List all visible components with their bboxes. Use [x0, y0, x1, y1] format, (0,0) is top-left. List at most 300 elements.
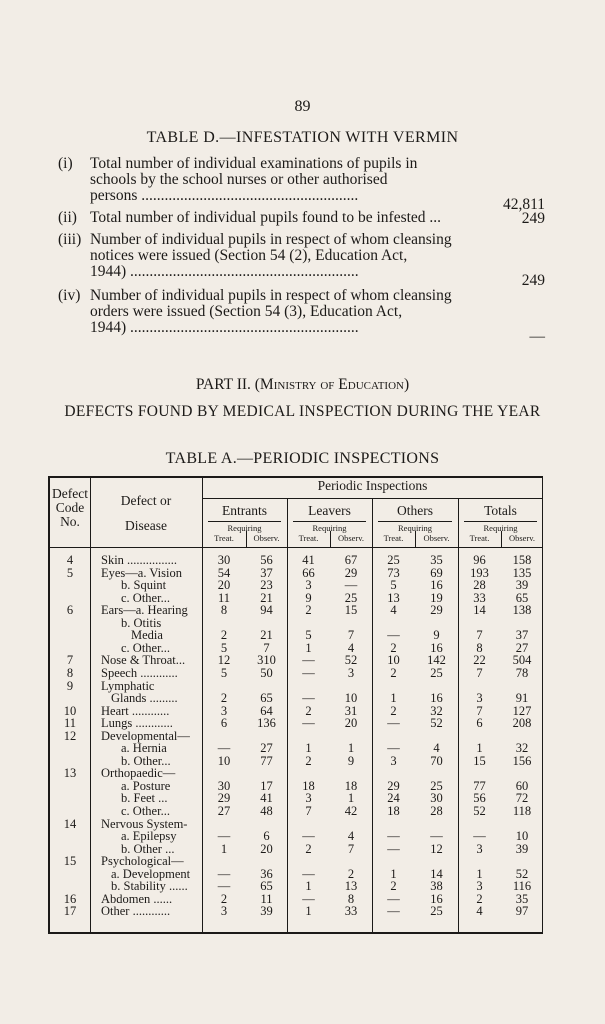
part-heading-text: PART II. (Ministry of Education) — [195, 376, 410, 393]
row-defect: b. Feet ... — [121, 791, 168, 806]
table-d-item — [58, 232, 478, 280]
row-value: 10 — [344, 691, 358, 706]
item-text — [90, 232, 470, 280]
row-value: 6 — [220, 716, 228, 731]
row-value: 14 — [430, 866, 443, 881]
item-text-line: notices were issued (Section 54 (2), Education Act, — [90, 248, 408, 264]
row-value: — — [387, 904, 400, 919]
row-value: — — [302, 665, 315, 680]
item-text-line: Total number of individual pupils found to be infested ... — [90, 210, 442, 226]
requiring-rule — [378, 521, 452, 522]
row-defect: Developmental— — [101, 728, 190, 743]
row-value: 5 — [390, 578, 397, 593]
row-value: 38 — [430, 879, 443, 894]
row-value: 30 — [217, 778, 231, 793]
row-value: 2 — [390, 640, 397, 655]
row-value: 116 — [512, 879, 532, 894]
observ-label: Observ. — [253, 533, 280, 543]
item-number: (iii) — [58, 231, 82, 248]
row-value: 3 — [476, 879, 483, 894]
item-value: 42,811 — [502, 196, 545, 213]
item-text — [90, 288, 470, 336]
row-value: 5 — [220, 665, 228, 680]
table-row — [50, 880, 543, 893]
row-value: 50 — [260, 665, 273, 680]
item-number: (iv) — [58, 287, 81, 304]
row-value: 138 — [512, 603, 532, 618]
row-value: 16 — [430, 640, 443, 655]
row-value: 52 — [473, 804, 486, 818]
table-row — [50, 905, 543, 918]
table-row — [50, 579, 543, 592]
requiring-rule — [293, 521, 366, 522]
row-value: 52 — [344, 653, 358, 668]
row-value: — — [302, 716, 315, 731]
row-value: 48 — [260, 804, 273, 818]
row-code: 11 — [63, 716, 77, 731]
row-defect: b. Other... — [121, 753, 171, 768]
code-header-line: Code — [55, 500, 85, 515]
row-value: — — [344, 578, 358, 593]
table-row — [50, 604, 543, 617]
row-value: 7 — [263, 640, 270, 655]
row-value: 135 — [512, 565, 532, 580]
row-value: 32 — [515, 741, 529, 756]
row-value: 2 — [220, 628, 228, 643]
row-value: 127 — [512, 703, 532, 718]
row-value: 15 — [473, 753, 486, 768]
row-value: — — [217, 866, 231, 881]
row-value: 2 — [220, 691, 228, 706]
row-code: 5 — [66, 565, 74, 580]
row-value: 25 — [430, 665, 443, 680]
periodic-inspections-table — [48, 476, 543, 934]
row-value: 29 — [387, 778, 400, 793]
row-value: 56 — [260, 553, 273, 567]
row-value: 19 — [430, 590, 443, 605]
row-value: 18 — [344, 778, 358, 793]
row-value: 41 — [302, 553, 315, 567]
row-value: 24 — [387, 791, 400, 806]
row-value: 2 — [305, 703, 312, 718]
item-text-line: Number of individual pupils in respect of whom cleansing — [90, 232, 452, 248]
row-value: 2 — [390, 879, 397, 894]
row-value: 11 — [217, 590, 231, 605]
row-defect: a. Epilepsy — [121, 829, 177, 844]
row-value: — — [430, 829, 443, 844]
row-defect: b. Squint — [121, 578, 167, 593]
row-value: 37 — [260, 565, 273, 580]
item-number: (i) — [58, 155, 73, 172]
row-defect: Glands ......... — [111, 691, 178, 706]
row-value: 91 — [515, 691, 529, 706]
row-value: 14 — [473, 603, 486, 618]
row-value: 32 — [430, 703, 443, 718]
row-value: 42 — [344, 804, 358, 818]
row-code: 9 — [66, 678, 74, 693]
row-code: 14 — [63, 816, 77, 831]
row-value: 29 — [217, 791, 231, 806]
row-value: 69 — [430, 565, 443, 580]
row-defect: Speech ............ — [101, 665, 178, 680]
row-value: 7 — [476, 703, 483, 718]
row-value: 25 — [430, 778, 443, 793]
row-value: 30 — [430, 791, 443, 806]
defect-header-line: Disease — [125, 518, 167, 533]
defect-header — [90, 488, 202, 538]
code-header — [50, 487, 90, 529]
row-value: 52 — [515, 866, 529, 881]
row-value: 5 — [220, 640, 228, 655]
item-text-line: 1944) ........................................................... — [90, 264, 359, 280]
row-value: 1 — [305, 904, 312, 919]
row-value: 54 — [217, 565, 231, 580]
row-value: 6 — [476, 716, 483, 731]
row-code: 6 — [66, 603, 74, 618]
row-value: 78 — [515, 665, 529, 680]
row-value: 35 — [515, 891, 529, 906]
row-value: 3 — [305, 791, 312, 806]
row-value: 156 — [512, 753, 532, 768]
table-d-title: TABLE D.—INFESTATION WITH VERMIN — [146, 129, 459, 146]
row-code: 4 — [66, 553, 74, 567]
row-value: 22 — [473, 653, 486, 668]
row-value: 136 — [257, 716, 276, 731]
row-value: 4 — [476, 904, 483, 919]
row-value: 36 — [260, 866, 273, 881]
table-d-item — [58, 288, 478, 336]
row-value: 21 — [260, 628, 273, 643]
row-value: 29 — [344, 565, 358, 580]
row-defect: Eyes—a. Vision — [101, 565, 182, 580]
treat-label: Treat. — [214, 533, 234, 543]
row-value: 64 — [260, 703, 273, 718]
row-value: 66 — [302, 565, 315, 580]
row-value: 1 — [347, 741, 355, 756]
row-value: 1 — [305, 879, 312, 894]
row-value: 10 — [515, 829, 529, 844]
row-value: — — [387, 891, 400, 906]
row-value: 2 — [390, 665, 397, 680]
row-value: 20 — [260, 841, 273, 856]
table-row — [50, 805, 543, 818]
row-value: — — [387, 628, 400, 643]
row-value: 7 — [305, 804, 312, 818]
row-value: 39 — [515, 578, 529, 593]
row-defect: Ears—a. Hearing — [101, 603, 188, 618]
row-value: 9 — [347, 753, 355, 768]
group-header: Entrants — [222, 503, 267, 518]
row-defect: Heart ............ — [101, 703, 170, 718]
row-value: 16 — [430, 691, 443, 706]
row-value: 67 — [344, 553, 358, 567]
row-value: 2 — [305, 603, 312, 618]
row-value: 3 — [476, 691, 483, 706]
row-value: 193 — [470, 565, 489, 580]
row-value: 3 — [220, 904, 228, 919]
code-header-line: Defect — [52, 486, 88, 501]
item-value: 249 — [521, 272, 545, 289]
row-defect: a. Posture — [121, 778, 171, 793]
row-value: 4 — [347, 640, 355, 655]
row-code: 10 — [63, 703, 77, 718]
row-value: 9 — [305, 590, 312, 605]
item-text-line: persons ........................................................ — [90, 188, 359, 204]
row-value: 142 — [427, 653, 446, 668]
part-heading — [0, 376, 605, 394]
row-value: 4 — [433, 741, 440, 756]
requiring-rule — [208, 521, 281, 522]
row-value: 8 — [476, 640, 483, 655]
row-value: 2 — [220, 891, 228, 906]
row-value: 10 — [387, 653, 400, 668]
header-rule — [202, 498, 543, 499]
observ-label: Observ. — [337, 533, 365, 543]
table-row — [50, 830, 543, 843]
row-value: 1 — [305, 741, 312, 756]
row-value: 6 — [263, 829, 270, 844]
row-value: 2 — [305, 753, 312, 768]
row-value: 2 — [390, 703, 397, 718]
treat-label: Treat. — [469, 533, 490, 543]
row-value: 11 — [260, 891, 273, 906]
row-value: 39 — [515, 841, 529, 856]
row-value: 97 — [515, 904, 529, 919]
row-value: 15 — [344, 603, 358, 618]
row-value: 1 — [476, 866, 483, 881]
group-header: Leavers — [308, 503, 351, 518]
row-value: 3 — [390, 753, 397, 768]
row-value: 20 — [344, 716, 358, 731]
row-value: 72 — [515, 791, 529, 806]
defects-heading: DEFECTS FOUND BY MEDICAL INSPECTION DURING THE YEAR — [64, 403, 541, 420]
row-defect: Nose & Throat... — [101, 653, 186, 668]
header-rule — [50, 547, 543, 548]
row-defect: a. Development — [111, 866, 191, 881]
item-text-line: 1944) ........................................................... — [90, 320, 359, 336]
row-value: — — [387, 841, 400, 856]
row-value: 60 — [515, 778, 529, 793]
row-value: 1 — [347, 791, 355, 806]
row-value: 7 — [476, 628, 483, 643]
row-value: 65 — [260, 879, 273, 894]
row-defect: Orthopaedic— — [101, 766, 176, 781]
row-value: 12 — [217, 653, 231, 668]
row-value: 2 — [305, 841, 312, 856]
row-value: 27 — [260, 741, 273, 756]
row-value: 37 — [515, 628, 529, 643]
table-a-title: TABLE A.—PERIODIC INSPECTIONS — [165, 450, 440, 467]
row-value: 7 — [476, 665, 483, 680]
item-text-line: Total number of individual examinations of pupils in — [90, 156, 418, 172]
table-row — [50, 717, 543, 730]
table-row — [50, 855, 543, 868]
row-defect: c. Other... — [121, 640, 170, 655]
item-value: — — [529, 328, 545, 345]
row-value: 52 — [430, 716, 443, 731]
requiring-label: Requiring — [398, 523, 432, 533]
row-value: 4 — [347, 829, 355, 844]
row-value: 73 — [387, 565, 400, 580]
item-text-line: Number of individual pupils in respect of whom cleansing — [90, 288, 452, 304]
row-defect: Skin ................ — [101, 553, 178, 567]
row-value: 56 — [473, 791, 486, 806]
table-row — [50, 692, 543, 705]
row-defect: Other ............ — [101, 904, 171, 919]
observ-label: Observ. — [423, 533, 450, 543]
item-text — [90, 156, 470, 204]
row-value: 39 — [260, 904, 273, 919]
row-code: 7 — [66, 653, 74, 668]
row-value: 77 — [473, 778, 486, 793]
row-value: 504 — [512, 653, 532, 668]
row-value: 9 — [433, 628, 440, 643]
row-value: 27 — [515, 640, 529, 655]
row-value: 310 — [257, 653, 276, 668]
row-value: 21 — [260, 590, 273, 605]
row-value: 28 — [473, 578, 486, 593]
row-value: — — [302, 866, 315, 881]
row-value: 94 — [260, 603, 273, 618]
row-value: 31 — [344, 703, 358, 718]
table-row — [50, 554, 543, 567]
row-value: 12 — [430, 841, 443, 856]
row-value: 2 — [347, 866, 355, 881]
row-code: 17 — [63, 904, 77, 919]
table-row — [50, 742, 543, 755]
row-value: 18 — [387, 804, 400, 818]
code-header-line: No. — [60, 514, 80, 529]
row-value: 23 — [260, 578, 273, 593]
table-row — [50, 767, 543, 780]
row-defect: b. Stability ...... — [111, 879, 188, 894]
row-code: 8 — [66, 665, 74, 680]
row-value: 77 — [260, 753, 273, 768]
row-value: 28 — [430, 804, 443, 818]
item-number: (ii) — [58, 209, 77, 226]
row-value: 10 — [217, 753, 231, 768]
observ-label: Observ. — [508, 533, 536, 543]
row-code: 16 — [63, 891, 77, 906]
row-value: 96 — [473, 553, 486, 567]
row-code: 13 — [63, 766, 77, 781]
row-value: 1 — [390, 866, 397, 881]
row-value: 13 — [344, 879, 358, 894]
row-value: 27 — [217, 804, 231, 818]
item-text — [90, 210, 470, 226]
row-defect: c. Other... — [121, 590, 170, 605]
row-value: 7 — [347, 628, 355, 643]
row-defect: b. Other ... — [121, 841, 175, 856]
row-value: 29 — [430, 603, 443, 618]
row-defect: Lungs ............ — [101, 716, 173, 731]
row-value: 158 — [512, 553, 532, 567]
row-defect: a. Hernia — [121, 741, 167, 756]
row-value: — — [473, 829, 486, 844]
row-defect: c. Other... — [121, 804, 170, 818]
item-text-line: schools by the school nurses or other authorised — [90, 172, 388, 188]
row-defect: Lymphatic — [101, 678, 155, 693]
row-value: 8 — [347, 891, 355, 906]
row-value: 3 — [476, 841, 483, 856]
table-row — [50, 617, 543, 630]
row-value: — — [387, 829, 400, 844]
row-value: 5 — [305, 628, 312, 643]
treat-label: Treat. — [298, 533, 319, 543]
row-value: 65 — [260, 691, 273, 706]
row-code: 12 — [63, 728, 77, 743]
row-value: — — [302, 653, 315, 668]
table-d-item — [58, 156, 478, 204]
row-value: 33 — [473, 590, 486, 605]
requiring-label: Requiring — [312, 523, 347, 533]
row-defect: Psychological— — [101, 854, 184, 869]
row-value: 1 — [220, 841, 228, 856]
periodic-header: Periodic Inspections — [317, 478, 428, 493]
row-value: 16 — [430, 578, 443, 593]
row-defect: Abdomen ...... — [101, 891, 173, 906]
row-value: 1 — [390, 691, 397, 706]
row-value: 16 — [430, 891, 443, 906]
row-value: 35 — [430, 553, 443, 567]
row-value: 208 — [512, 716, 532, 731]
treat-label: Treat. — [383, 533, 404, 543]
row-defect: b. Otitis — [121, 615, 162, 630]
row-defect: Nervous System- — [101, 816, 188, 831]
row-value: 1 — [305, 640, 312, 655]
table-row — [50, 667, 543, 680]
row-value: — — [217, 879, 231, 894]
group-header: Others — [397, 503, 433, 518]
row-value: 25 — [344, 590, 358, 605]
row-value: 7 — [347, 841, 355, 856]
defect-header-line: Defect or — [120, 493, 172, 508]
row-value: — — [387, 716, 400, 731]
requiring-rule — [464, 521, 537, 522]
row-value: 118 — [512, 804, 532, 818]
table-row — [50, 629, 543, 642]
row-value: 3 — [220, 703, 228, 718]
row-value: 25 — [387, 553, 400, 567]
row-code: 15 — [63, 854, 77, 869]
group-header: Totals — [484, 503, 517, 518]
row-value: — — [302, 891, 315, 906]
requiring-label: Requiring — [483, 523, 518, 533]
row-value: 4 — [390, 603, 397, 618]
row-value: 41 — [260, 791, 273, 806]
row-value: 20 — [217, 578, 231, 593]
row-value: 18 — [302, 778, 315, 793]
row-value: 3 — [347, 665, 355, 680]
row-value: 17 — [260, 778, 273, 793]
row-value: — — [217, 741, 231, 756]
item-value: 249 — [521, 210, 545, 227]
row-value: 3 — [305, 578, 312, 593]
requiring-label: Requiring — [227, 523, 262, 533]
item-text-line: orders were issued (Section 54 (3), Education Act, — [90, 304, 403, 320]
row-value: 8 — [220, 603, 228, 618]
row-value: 70 — [430, 753, 443, 768]
row-value: 2 — [476, 891, 483, 906]
row-value: — — [302, 829, 315, 844]
row-value: 13 — [387, 590, 400, 605]
row-value: — — [387, 741, 400, 756]
row-value: — — [217, 829, 231, 844]
table-d-item — [58, 210, 478, 226]
row-value: 65 — [515, 590, 529, 605]
page-number: 89 — [294, 98, 311, 115]
row-value: 1 — [476, 741, 483, 756]
